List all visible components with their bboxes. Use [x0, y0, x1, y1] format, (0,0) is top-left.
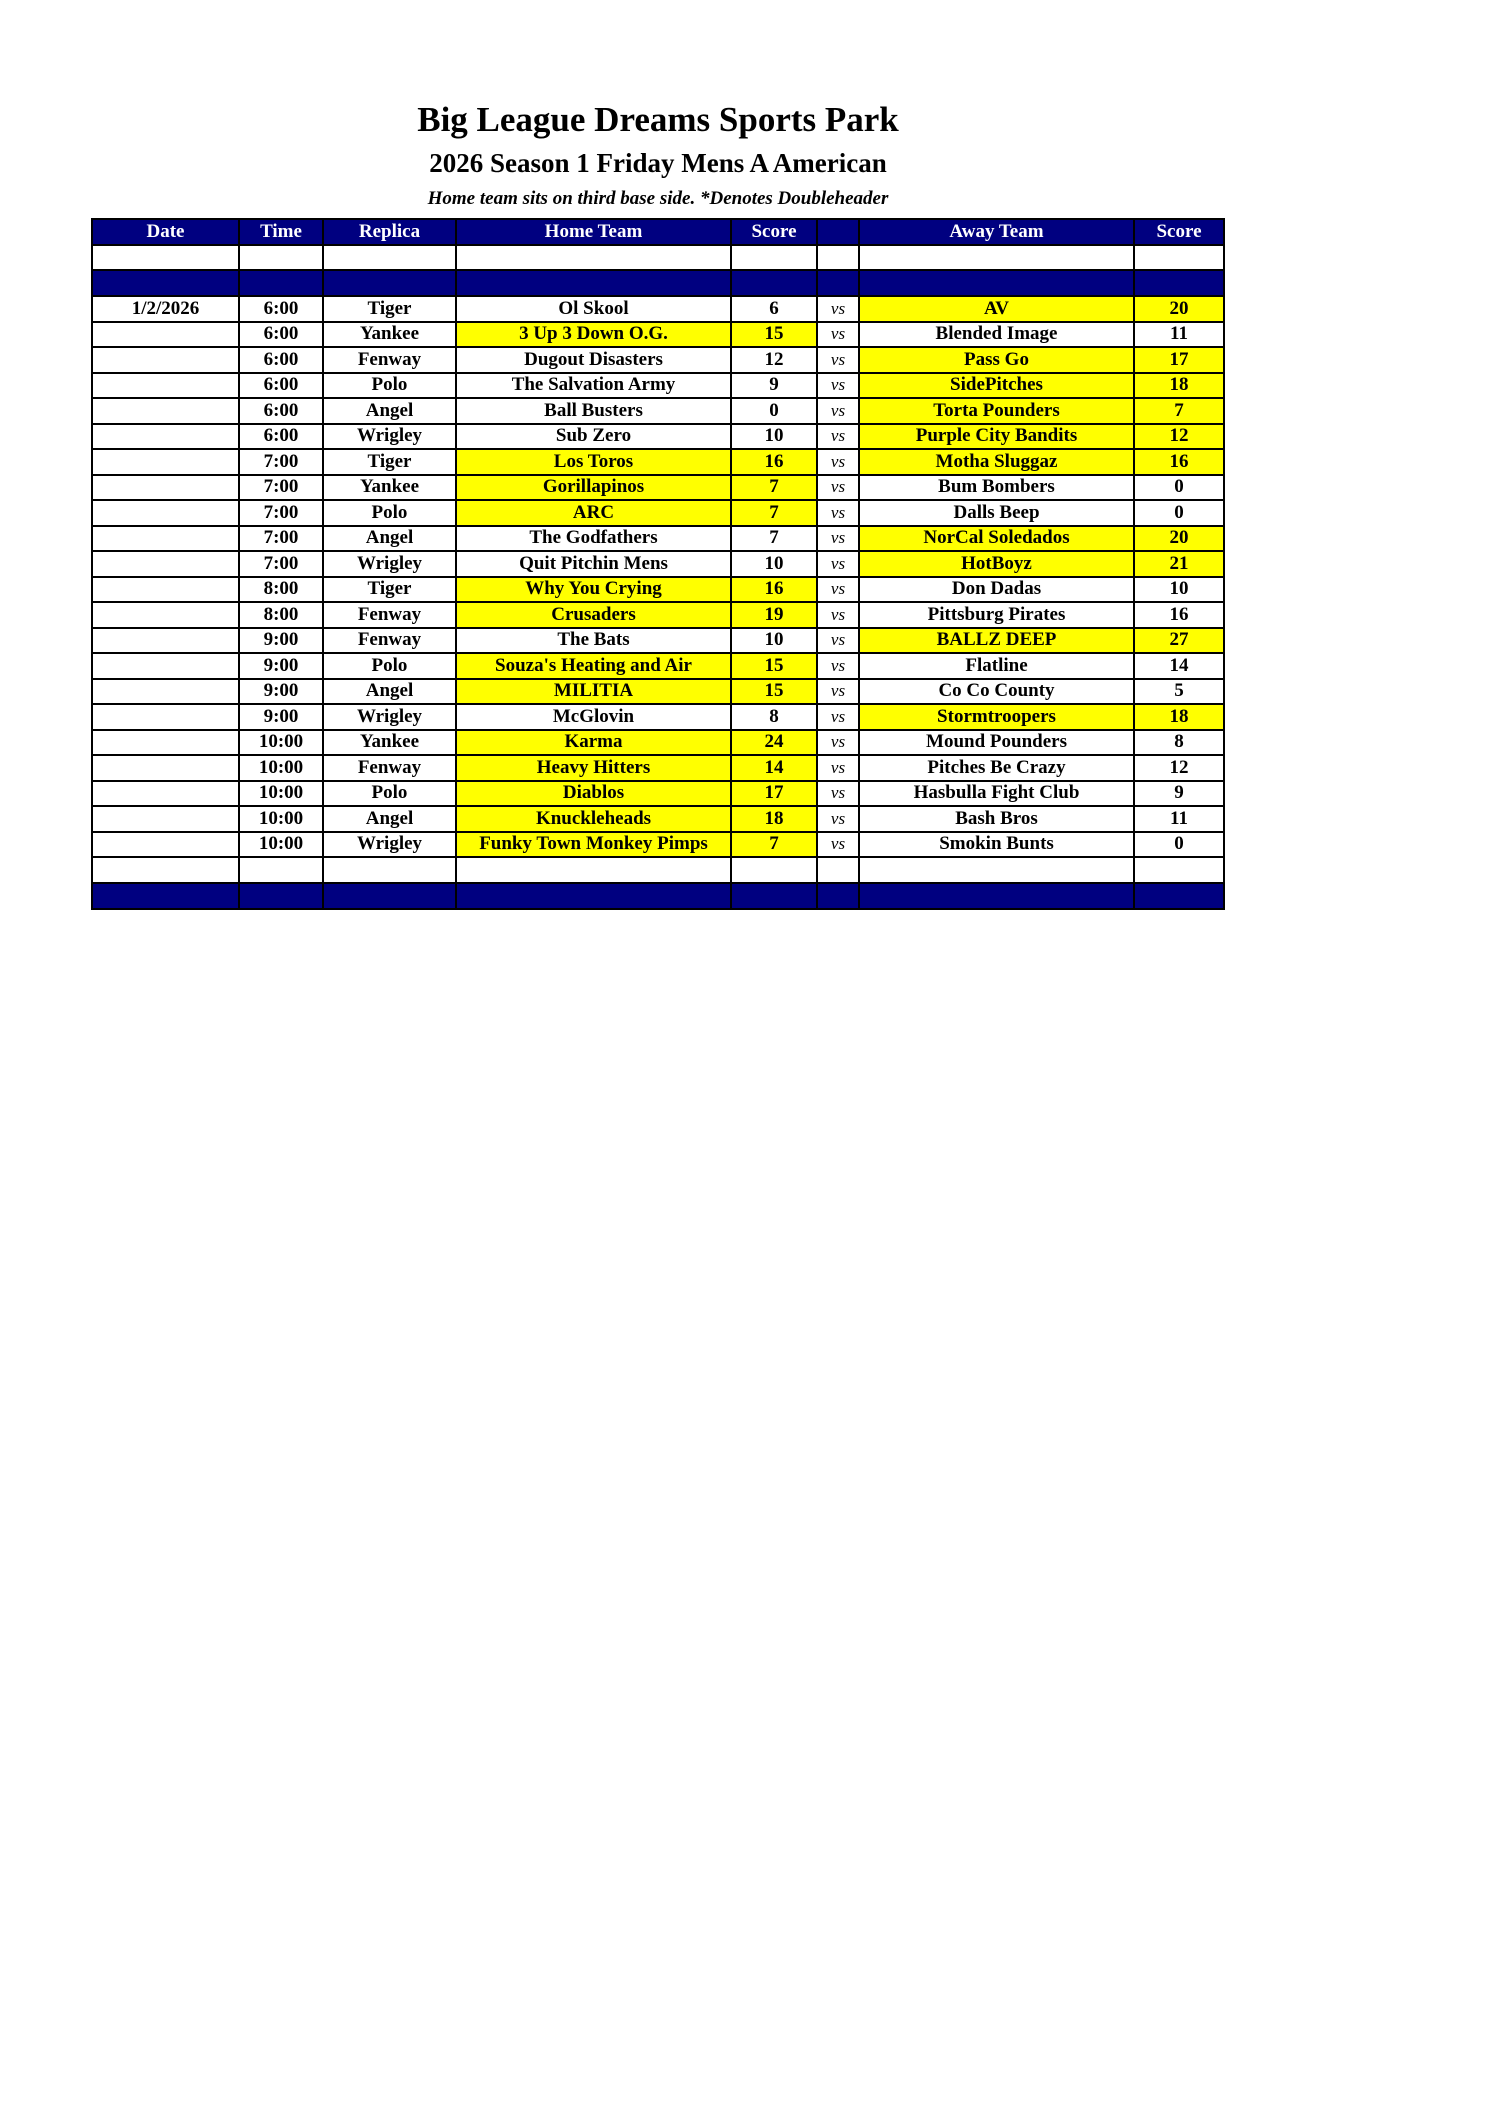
time-cell: 7:00 [239, 551, 323, 577]
date-cell [92, 424, 239, 450]
home-score-cell: 16 [731, 449, 817, 475]
date-cell [92, 730, 239, 756]
date-cell [92, 526, 239, 552]
home-score-cell: 10 [731, 551, 817, 577]
table-row [92, 398, 1224, 424]
replica-cell: Fenway [323, 602, 456, 628]
table-row [92, 500, 1224, 526]
home-score-cell: 10 [731, 628, 817, 654]
home-team-cell: Crusaders [456, 602, 731, 628]
home-score-cell: 15 [731, 679, 817, 705]
home-team-cell: MILITIA [456, 679, 731, 705]
home-score-cell: 8 [731, 704, 817, 730]
time-cell: 6:00 [239, 398, 323, 424]
away-team-cell: Purple City Bandits [859, 424, 1134, 450]
column-header-replica: Replica [323, 219, 456, 245]
date-cell [92, 781, 239, 807]
replica-cell: Polo [323, 653, 456, 679]
table-row [92, 475, 1224, 501]
vs-cell: vs [817, 806, 859, 832]
home-team-cell: Souza's Heating and Air [456, 653, 731, 679]
table-row [92, 424, 1224, 450]
time-cell: 10:00 [239, 730, 323, 756]
away-score-cell: 7 [1134, 398, 1224, 424]
date-cell [92, 704, 239, 730]
away-team-cell: AV [859, 296, 1134, 322]
away-team-cell: Torta Pounders [859, 398, 1134, 424]
home-team-cell: Ball Busters [456, 398, 731, 424]
home-team-cell: ARC [456, 500, 731, 526]
table-row [92, 602, 1224, 628]
home-score-cell: 19 [731, 602, 817, 628]
home-team-cell: 3 Up 3 Down O.G. [456, 322, 731, 348]
away-score-cell: 12 [1134, 755, 1224, 781]
page-title: Big League Dreams Sports Park [417, 100, 899, 139]
blank-row [92, 245, 1224, 271]
replica-cell: Angel [323, 526, 456, 552]
away-score-cell: 27 [1134, 628, 1224, 654]
away-score-cell: 10 [1134, 577, 1224, 603]
home-score-cell: 24 [731, 730, 817, 756]
home-score-cell: 0 [731, 398, 817, 424]
table-row [92, 679, 1224, 705]
home-team-cell: The Bats [456, 628, 731, 654]
table-row [92, 653, 1224, 679]
time-cell: 6:00 [239, 424, 323, 450]
away-team-cell: Pitches Be Crazy [859, 755, 1134, 781]
home-score-cell: 7 [731, 526, 817, 552]
table-row [92, 628, 1224, 654]
replica-cell: Polo [323, 781, 456, 807]
table-row [92, 730, 1224, 756]
home-score-cell: 14 [731, 755, 817, 781]
date-cell [92, 602, 239, 628]
date-cell [92, 832, 239, 858]
away-team-cell: Smokin Bunts [859, 832, 1134, 858]
replica-cell: Tiger [323, 577, 456, 603]
time-cell: 6:00 [239, 347, 323, 373]
vs-cell: vs [817, 475, 859, 501]
away-score-cell: 21 [1134, 551, 1224, 577]
column-header-time: Time [239, 219, 323, 245]
table-row [92, 806, 1224, 832]
time-cell: 10:00 [239, 755, 323, 781]
replica-cell: Fenway [323, 347, 456, 373]
date-cell [92, 347, 239, 373]
column-header-vs [817, 219, 859, 245]
table-row [92, 832, 1224, 858]
away-team-cell: Pittsburg Pirates [859, 602, 1134, 628]
date-cell: 1/2/2026 [92, 296, 239, 322]
vs-cell: vs [817, 526, 859, 552]
home-team-cell: The Salvation Army [456, 373, 731, 399]
table-row [92, 373, 1224, 399]
home-score-cell: 7 [731, 500, 817, 526]
time-cell: 9:00 [239, 628, 323, 654]
home-score-cell: 9 [731, 373, 817, 399]
table-row [92, 551, 1224, 577]
away-score-cell: 20 [1134, 526, 1224, 552]
time-cell: 8:00 [239, 602, 323, 628]
divider-band [92, 883, 1224, 909]
vs-cell: vs [817, 322, 859, 348]
home-score-cell: 16 [731, 577, 817, 603]
home-score-cell: 6 [731, 296, 817, 322]
vs-cell: vs [817, 551, 859, 577]
date-cell [92, 475, 239, 501]
away-team-cell: Flatline [859, 653, 1134, 679]
home-team-cell: Gorillapinos [456, 475, 731, 501]
away-team-cell: Mound Pounders [859, 730, 1134, 756]
time-cell: 7:00 [239, 526, 323, 552]
column-header-away-team: Away Team [859, 219, 1134, 245]
away-score-cell: 5 [1134, 679, 1224, 705]
vs-cell: vs [817, 424, 859, 450]
away-score-cell: 12 [1134, 424, 1224, 450]
time-cell: 10:00 [239, 781, 323, 807]
replica-cell: Tiger [323, 296, 456, 322]
date-cell [92, 322, 239, 348]
page-subtitle: 2026 Season 1 Friday Mens A American [429, 148, 887, 178]
replica-cell: Angel [323, 398, 456, 424]
time-cell: 8:00 [239, 577, 323, 603]
date-cell [92, 679, 239, 705]
away-score-cell: 8 [1134, 730, 1224, 756]
away-team-cell: Bash Bros [859, 806, 1134, 832]
time-cell: 9:00 [239, 704, 323, 730]
divider-band [92, 270, 1224, 296]
away-team-cell: NorCal Soledados [859, 526, 1134, 552]
table-row [92, 449, 1224, 475]
away-score-cell: 11 [1134, 322, 1224, 348]
away-score-cell: 16 [1134, 602, 1224, 628]
time-cell: 7:00 [239, 500, 323, 526]
replica-cell: Wrigley [323, 832, 456, 858]
home-team-cell: Knuckleheads [456, 806, 731, 832]
blank-row [92, 857, 1224, 883]
vs-cell: vs [817, 347, 859, 373]
time-cell: 7:00 [239, 475, 323, 501]
table-header-row [92, 219, 1224, 245]
away-team-cell: BALLZ DEEP [859, 628, 1134, 654]
replica-cell: Tiger [323, 449, 456, 475]
time-cell: 9:00 [239, 653, 323, 679]
away-team-cell: Stormtroopers [859, 704, 1134, 730]
home-score-cell: 18 [731, 806, 817, 832]
vs-cell: vs [817, 577, 859, 603]
table-row [92, 322, 1224, 348]
home-score-cell: 7 [731, 475, 817, 501]
home-team-cell: Quit Pitchin Mens [456, 551, 731, 577]
away-team-cell: Dalls Beep [859, 500, 1134, 526]
home-score-cell: 10 [731, 424, 817, 450]
time-cell: 6:00 [239, 296, 323, 322]
home-team-cell: The Godfathers [456, 526, 731, 552]
table-row [92, 347, 1224, 373]
replica-cell: Yankee [323, 730, 456, 756]
away-score-cell: 9 [1134, 781, 1224, 807]
replica-cell: Wrigley [323, 551, 456, 577]
home-team-cell: Dugout Disasters [456, 347, 731, 373]
replica-cell: Wrigley [323, 424, 456, 450]
home-score-cell: 15 [731, 322, 817, 348]
home-team-cell: Funky Town Monkey Pimps [456, 832, 731, 858]
time-cell: 6:00 [239, 373, 323, 399]
away-team-cell: Hasbulla Fight Club [859, 781, 1134, 807]
column-header-date: Date [92, 219, 239, 245]
column-header-home-score: Score [731, 219, 817, 245]
home-team-cell: McGlovin [456, 704, 731, 730]
table-row [92, 781, 1224, 807]
away-score-cell: 17 [1134, 347, 1224, 373]
date-cell [92, 653, 239, 679]
vs-cell: vs [817, 602, 859, 628]
replica-cell: Fenway [323, 755, 456, 781]
away-score-cell: 18 [1134, 373, 1224, 399]
away-team-cell: Co Co County [859, 679, 1134, 705]
table-row [92, 704, 1224, 730]
table-row [92, 755, 1224, 781]
replica-cell: Angel [323, 679, 456, 705]
replica-cell: Yankee [323, 475, 456, 501]
away-score-cell: 0 [1134, 475, 1224, 501]
home-score-cell: 7 [731, 832, 817, 858]
away-score-cell: 0 [1134, 500, 1224, 526]
vs-cell: vs [817, 781, 859, 807]
time-cell: 6:00 [239, 322, 323, 348]
replica-cell: Angel [323, 806, 456, 832]
away-team-cell: Motha Sluggaz [859, 449, 1134, 475]
schedule-table [91, 218, 1225, 910]
vs-cell: vs [817, 296, 859, 322]
home-team-cell: Ol Skool [456, 296, 731, 322]
date-cell [92, 551, 239, 577]
column-header-home-team: Home Team [456, 219, 731, 245]
vs-cell: vs [817, 730, 859, 756]
vs-cell: vs [817, 628, 859, 654]
date-cell [92, 398, 239, 424]
away-score-cell: 14 [1134, 653, 1224, 679]
date-cell [92, 628, 239, 654]
vs-cell: vs [817, 704, 859, 730]
time-cell: 7:00 [239, 449, 323, 475]
date-cell [92, 500, 239, 526]
date-cell [92, 373, 239, 399]
away-team-cell: Pass Go [859, 347, 1134, 373]
home-team-cell: Heavy Hitters [456, 755, 731, 781]
vs-cell: vs [817, 832, 859, 858]
vs-cell: vs [817, 679, 859, 705]
vs-cell: vs [817, 500, 859, 526]
home-team-cell: Diablos [456, 781, 731, 807]
away-score-cell: 18 [1134, 704, 1224, 730]
home-team-cell: Sub Zero [456, 424, 731, 450]
time-cell: 10:00 [239, 806, 323, 832]
table-row [92, 577, 1224, 603]
away-score-cell: 20 [1134, 296, 1224, 322]
home-team-cell: Why You Crying [456, 577, 731, 603]
away-score-cell: 16 [1134, 449, 1224, 475]
home-score-cell: 15 [731, 653, 817, 679]
date-cell [92, 806, 239, 832]
column-header-away-score: Score [1134, 219, 1224, 245]
home-score-cell: 17 [731, 781, 817, 807]
home-team-cell: Los Toros [456, 449, 731, 475]
vs-cell: vs [817, 398, 859, 424]
vs-cell: vs [817, 755, 859, 781]
away-team-cell: HotBoyz [859, 551, 1134, 577]
replica-cell: Polo [323, 373, 456, 399]
vs-cell: vs [817, 653, 859, 679]
replica-cell: Wrigley [323, 704, 456, 730]
away-team-cell: Don Dadas [859, 577, 1134, 603]
schedule-note: Home team sits on third base side. *Denotes Doubleheader [427, 188, 889, 209]
away-team-cell: Bum Bombers [859, 475, 1134, 501]
replica-cell: Yankee [323, 322, 456, 348]
away-team-cell: Blended Image [859, 322, 1134, 348]
date-cell [92, 449, 239, 475]
date-cell [92, 577, 239, 603]
vs-cell: vs [817, 373, 859, 399]
away-team-cell: SidePitches [859, 373, 1134, 399]
vs-cell: vs [817, 449, 859, 475]
home-score-cell: 12 [731, 347, 817, 373]
date-cell [92, 755, 239, 781]
table-row [92, 526, 1224, 552]
away-score-cell: 0 [1134, 832, 1224, 858]
home-team-cell: Karma [456, 730, 731, 756]
time-cell: 9:00 [239, 679, 323, 705]
table-row [92, 296, 1224, 322]
replica-cell: Fenway [323, 628, 456, 654]
replica-cell: Polo [323, 500, 456, 526]
away-score-cell: 11 [1134, 806, 1224, 832]
time-cell: 10:00 [239, 832, 323, 858]
